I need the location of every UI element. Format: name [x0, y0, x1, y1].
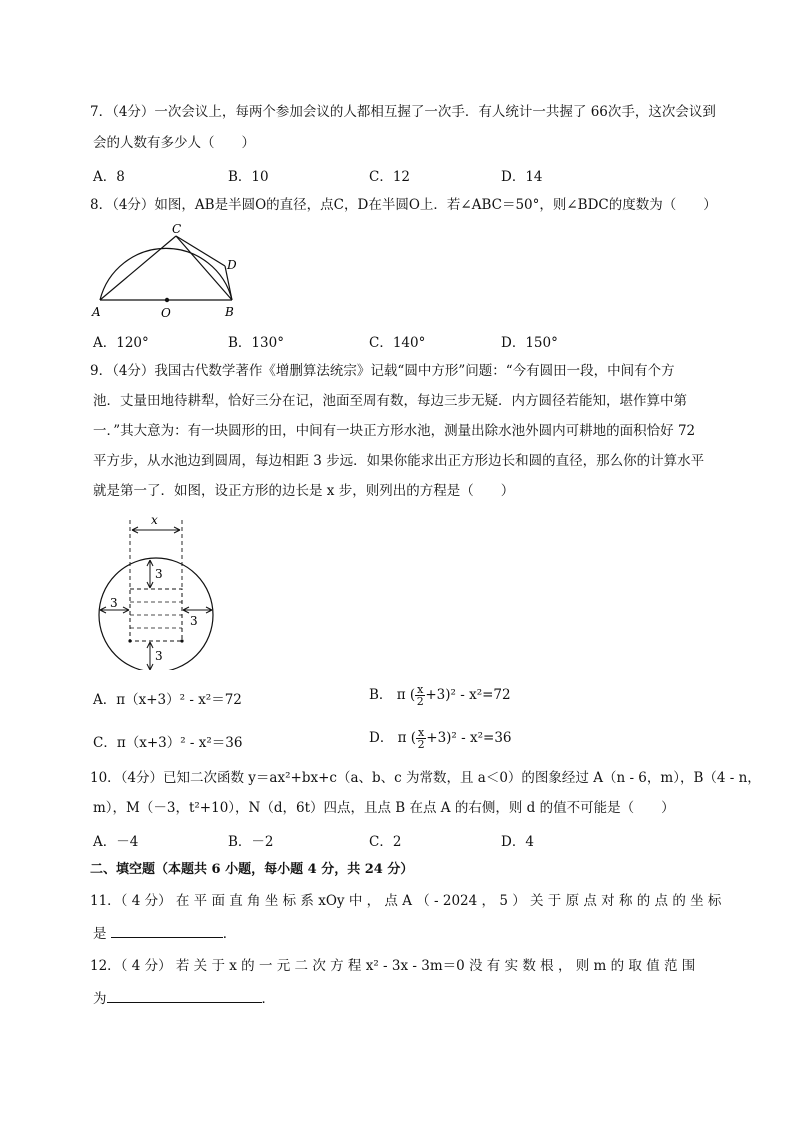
- q7-option-c: C．12: [369, 169, 411, 185]
- q9-option-d: [369, 726, 512, 750]
- q9-line-1: 9．（4分）我国古代数学著作《增删算法统宗》记载“圆中方形”问题：“今有圆田一段，中间有个方: [90, 363, 675, 379]
- q9-line-3: 一．”其大意为：有一块圆形的田，中间有一块正方形水池，测量出除水池外圆内可耕地的面积恰好 72: [93, 423, 696, 439]
- q9-option-d-suffix: +3)² - x²=36: [426, 730, 512, 746]
- q12-answer-blank[interactable]: [107, 988, 262, 1003]
- label-3-top: 3: [155, 567, 163, 581]
- q7-line-1: 7．（4分）一次会议上，每两个参加会议的人都相互握了一次手．有人统计一共握了 66次手，这次会议到: [90, 104, 716, 120]
- q9-option-b-suffix: +3)² - x²=72: [425, 687, 511, 703]
- q11-answer-blank[interactable]: [111, 923, 223, 938]
- q11-line-1: 11．（ 4 分） 在 平 面 直 角 坐 标 系 xOy 中 ， 点 A （ - 2024 ， 5 ） 关 于 原 点 对 称 的 点 的 坐 标: [90, 893, 722, 909]
- circle-square-figure: [92, 510, 220, 670]
- q9-option-d-fraction: [416, 727, 426, 750]
- q10-option-d: D．4: [501, 834, 534, 850]
- q10-option-b: B．－2: [228, 834, 274, 850]
- q9-option-b-prefix: B． π (: [369, 687, 416, 703]
- q9-option-b-fraction: [415, 684, 425, 707]
- semicircle-figure: [88, 222, 248, 322]
- label-o: O: [161, 306, 171, 320]
- q10-line-2: m），M（－3，t²+10），N（d，6t）四点，且点 B 在点 A 的右侧，则 d 的值不可能是（ ）: [93, 800, 675, 816]
- q8-option-b: B．130°: [228, 335, 284, 351]
- section-heading: 二、填空题（本题共 6 小题，每小题 4 分，共 24 分）: [90, 862, 414, 877]
- label-b: B: [225, 305, 234, 319]
- q12-prefix: 为: [93, 991, 107, 1007]
- q7-option-b: B．10: [228, 169, 269, 185]
- chord-cb: [176, 236, 232, 300]
- q9-option-d-num: x: [418, 726, 425, 739]
- q8-line-1: 8．（4分）如图，AB是半圆O的直径，点C，D在半圆O上．若∠ABC＝50°，则∠BDC的度数为（ ）: [90, 197, 717, 213]
- q9-option-d-den: 2: [417, 738, 425, 751]
- q9-line-4: 平方步，从水池边到圆周，每边相距 3 步远．如果你能求出正方形边长和圆的直径，那么你的计算水平: [93, 453, 705, 469]
- q9-line-2: 池．丈量田地待耕犁，恰好三分在记，池面至周有数，每边三步无疑．内方圆径若能知，堪作算中第: [93, 393, 687, 409]
- label-d: D: [227, 258, 237, 272]
- label-a: A: [92, 305, 101, 319]
- q8-option-c: C．140°: [369, 335, 426, 351]
- label-c: C: [172, 222, 182, 236]
- chord-ac: [100, 236, 176, 300]
- label-3-bottom: 3: [155, 649, 163, 663]
- q10-option-a: A．－4: [93, 834, 139, 850]
- q10-option-c: C．2: [369, 834, 402, 850]
- q9-option-b: [369, 683, 511, 707]
- semicircle-arc: [100, 248, 232, 300]
- q9-option-a: A．π（x+3）² - x²＝72: [93, 692, 242, 708]
- label-x: x: [151, 513, 158, 527]
- center-point: [165, 298, 169, 302]
- q9-option-b-num: x: [417, 683, 424, 696]
- q11-prefix: 是: [93, 926, 107, 942]
- label-3-right: 3: [190, 614, 198, 628]
- q9-option-b-den: 2: [416, 695, 424, 708]
- q8-option-d: D．150°: [501, 335, 558, 351]
- q9-line-5: 就是第一了．如图，设正方形的边长是 x 步，则列出的方程是（ ）: [93, 483, 515, 499]
- q11-line-2: [93, 923, 236, 943]
- q11-suffix: ．: [222, 926, 237, 942]
- q9-option-c: C．π（x+3）² - x²＝36: [93, 735, 243, 751]
- label-3-left: 3: [110, 596, 118, 610]
- q7-option-a: A．8: [93, 169, 125, 185]
- q12-line-1: 12．（ 4 分） 若 关 于 x 的 一 元 二 次 方 程 x² - 3x - 3m＝0 没 有 实 数 根 ， 则 m 的 取 值 范 围: [90, 958, 696, 974]
- q7-option-d: D．14: [501, 169, 543, 185]
- q12-line-2: [93, 988, 275, 1008]
- q12-suffix: ．: [261, 991, 275, 1007]
- q7-line-2: 会的人数有多少人（ ）: [93, 135, 255, 151]
- q10-line-1: 10．（4分）已知二次函数 y＝ax²+bx+c（a、b、c 为常数，且 a＜0）的图象经过 A（n - 6，m），B（4 - n，: [90, 770, 761, 786]
- q8-option-a: A．120°: [93, 335, 149, 351]
- q9-option-d-prefix: D． π (: [369, 730, 417, 746]
